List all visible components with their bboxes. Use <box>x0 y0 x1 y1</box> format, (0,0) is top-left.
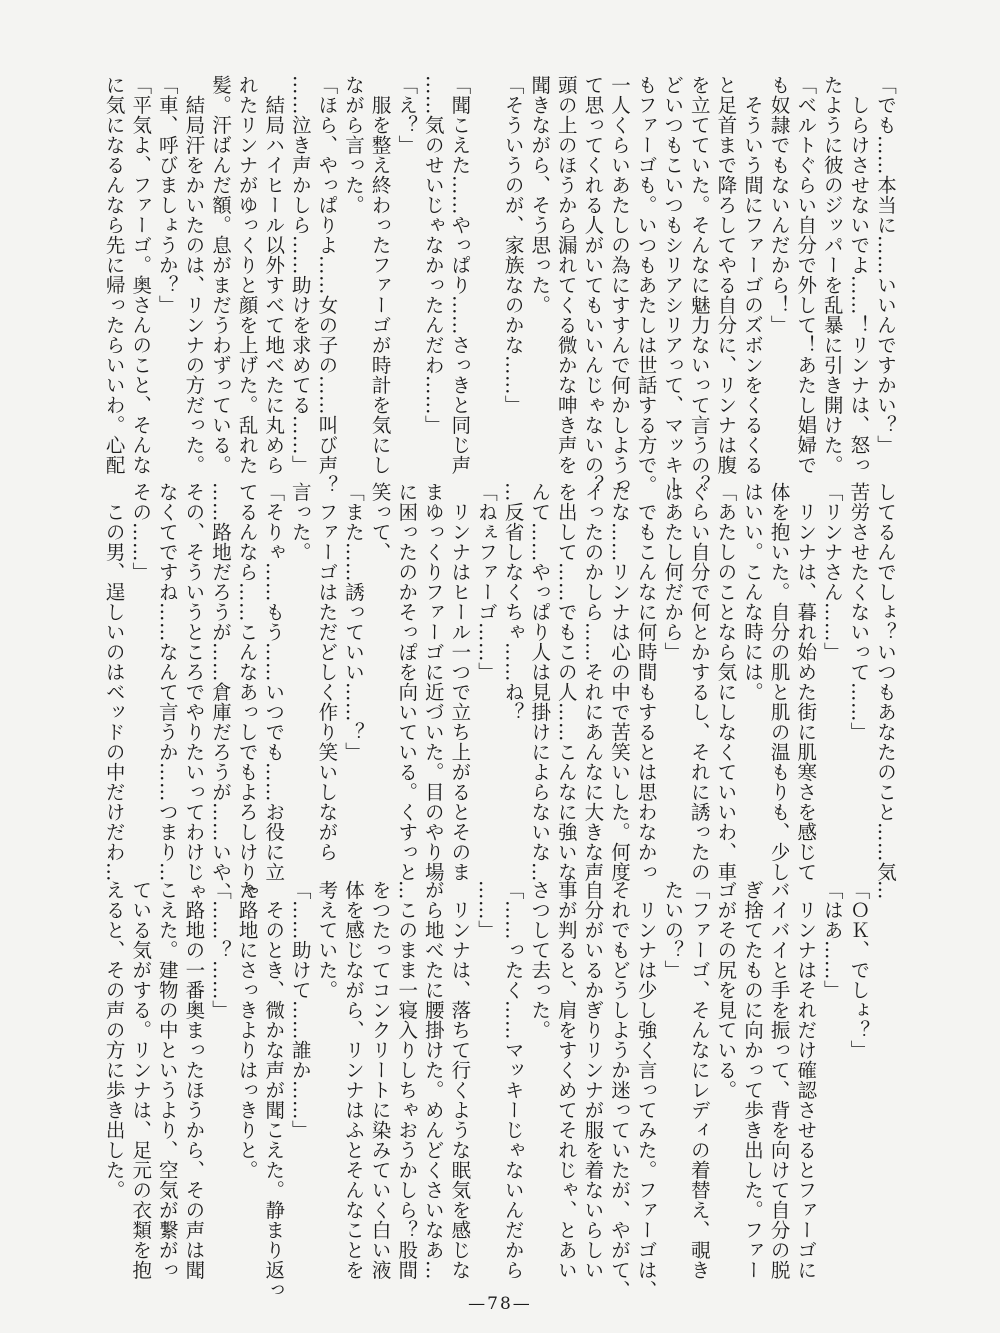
text-line: 「……？……」 <box>209 880 232 1020</box>
middle-row <box>0 482 1000 902</box>
text-line: ぐらい自分で何とかするし、それに誘ったの <box>687 482 711 882</box>
text-line: その、そういうところでやりたいってわけじゃ <box>182 482 206 902</box>
text-line: バイバイと手を振って、背を向けて自分の脱 <box>767 880 791 1280</box>
text-line: んて……やっぱり人は見掛けによらないな… <box>528 482 552 882</box>
text-line: に気になるんなら先に帰ったらいいわ。心配 <box>102 75 126 475</box>
text-line: 言った。 <box>288 482 312 562</box>
text-line: 「ＯＫ、でしょ？」 <box>847 880 871 1060</box>
text-line: を立てていた。そんなに魅力ないって言うの？ <box>687 75 711 495</box>
text-line: 「はあ……」 <box>820 880 844 1000</box>
upper-row <box>0 75 1000 495</box>
text-line: まゆっくりファーゴに近づいた。目のやり場 <box>421 482 445 882</box>
text-line: そのとき、微かな声が聞こえた。静まり返っ <box>262 880 286 1300</box>
text-line: 自分がいるかぎりリンナが服を着ないらしい <box>581 880 605 1280</box>
text-line: 髪。汗ばんだ額。息がまだうわずっている。 <box>209 75 232 475</box>
text-line: それでもどうしようか迷っていたが、やがて、 <box>608 880 631 1300</box>
text-line: その……」 <box>129 482 153 582</box>
text-line: 「そういうのが、家族なのかな……」 <box>501 75 525 415</box>
text-line: さつして去った。 <box>528 880 552 1040</box>
text-line: れたリンナがゆっくりと顔を上げた。乱れた <box>235 75 259 475</box>
text-line: ……」 <box>475 880 498 940</box>
text-line: イったのかしら……それにあんなに大きな声 <box>581 482 605 882</box>
text-line: 「聞こえた……やっぱり……さっきと同じ声 <box>448 75 472 475</box>
text-line: 路地の一番奥まったほうから、その声は聞 <box>182 880 206 1280</box>
text-line: 体を感じながら、リンナはふとそんなことを <box>342 880 365 1280</box>
text-line: も奴隷でもないんだから！」 <box>767 75 791 335</box>
text-line: 「また……誘っていい……？」 <box>342 482 365 762</box>
text-line: 「そりゃ……もう……いつでも……お役に立 <box>262 482 286 882</box>
text-line: そういう間にファーゴのズボンをくるくる <box>741 75 764 475</box>
text-line: 「でも……本当に……いいんですかい？」 <box>874 75 897 455</box>
text-line: と足首まで降ろしてやる自分に、リンナは腹 <box>714 75 738 475</box>
text-line: てるんなら……こんなあっしでもよろしけりゃ <box>235 482 259 902</box>
text-line: 頭の上のほうから漏れてくる微かな呻き声を <box>554 75 578 475</box>
text-line: …反省しなくちゃ……ね？ <box>501 482 525 722</box>
text-line: ファーゴはただどしく作り笑いしながら <box>315 482 339 862</box>
text-line: リンナはヒール一つで立ち上がるとそのま <box>448 482 472 882</box>
text-line: なくてですね……なんて言うか……つまり… <box>155 482 179 882</box>
text-line: 聞きながら、そう思った。 <box>528 75 552 315</box>
lower-row <box>0 880 1000 1300</box>
text-line: … <box>874 880 897 900</box>
text-line: …このまま一寝入りしちゃおうかしら？股間 <box>395 880 419 1280</box>
text-line: 結局汗をかいたのは、リンナの方だった。 <box>182 75 206 475</box>
text-line: リンナはそれだけ確認させるとファーゴに <box>794 880 818 1280</box>
text-line: をつたってコンクリートに染みていく白い液 <box>368 880 392 1280</box>
text-line: 結局ハイヒール以外すべて地べたに丸めら <box>262 75 286 475</box>
text-line: どいつもこいつもシリアシリアって、マッキー <box>661 75 685 495</box>
text-line: えると、その声の方に歩き出した。 <box>102 880 126 1200</box>
text-line: たな……リンナは心の中で苦笑いした。何度 <box>608 482 631 882</box>
text-line: もファーゴも。いつもあたしは世話する方で。 <box>634 75 658 495</box>
text-line: しらけさせないでよ……！リンナは、怒っ <box>847 75 871 475</box>
text-line: はあたし何だから」 <box>661 482 685 662</box>
text-line: 「ねぇファーゴ……」 <box>475 482 498 682</box>
text-line: この男、逞しいのはベッドの中だけだわ… <box>102 482 126 882</box>
text-line: ている気がする。リンナは、足元の衣類を抱 <box>129 880 153 1280</box>
text-line: はいい。こんな時には。 <box>741 482 764 702</box>
text-line: こえた。建物の中というより、空気が繋がっ <box>155 880 179 1280</box>
text-line: 「あたしのことなら気にしなくていいわ、車 <box>714 482 738 882</box>
text-line: でもこんなに何時間もするとは思わなかっ <box>634 482 658 882</box>
text-line: がら地べたに腰掛けた。めんどくさいなあ… <box>421 880 445 1280</box>
text-line: を出して……でもこの人……こんなに強いな <box>554 482 578 882</box>
text-line: 「平気よ、ファーゴ。奥さんのこと、そんな <box>129 75 153 475</box>
text-line: 「え？」 <box>395 75 419 155</box>
text-line: 「ほら、やっぱりよ……女の子の……叫び声？ <box>315 75 339 495</box>
text-line: 「ファーゴ、そんなにレディの着替え、覗き <box>687 880 711 1280</box>
text-line: ゴがその尻を見ている。 <box>714 880 738 1100</box>
text-line: 「……ったく……マッキーじゃないんだから <box>501 880 525 1280</box>
text-line: 苦労させたくないって……」 <box>847 482 871 742</box>
text-line: 事が判ると、肩をすくめてそれじゃ、とあい <box>554 880 578 1280</box>
text-line: たいの？」 <box>661 880 685 980</box>
text-line: て思ってくれる人がいてもいいんじゃないの？ <box>581 75 605 495</box>
text-line: リンナは、暮れ始めた街に肌寒さを感じて <box>794 482 818 882</box>
text-line: 笑って、 <box>368 482 392 562</box>
text-line: ぎ捨てたものに向かって歩き出した。ファー <box>741 880 764 1280</box>
text-line: してるんでしょ？いつもあなたのこと……気 <box>874 482 897 882</box>
text-line: 服を整え終わったファーゴが時計を気にし <box>368 75 392 475</box>
text-line: に困ったのかそっぽを向いている。くすっと <box>395 482 419 882</box>
text-line: ……泣き声かしら……助けを求めてる……」 <box>288 75 312 475</box>
text-line: たように彼のジッパーを乱暴に引き開けた。 <box>820 75 844 475</box>
text-line: 「ベルトぐらい自分で外して！あたし娼婦で <box>794 75 818 475</box>
text-line: 一人くらいあたしの為にすすんで何かしようっ <box>608 75 631 495</box>
text-line: 考えていた。 <box>315 880 339 1000</box>
text-line: た路地にさっきよりはっきりと。 <box>235 880 259 1180</box>
text-line: ……気のせいじゃなかったんだわ……」 <box>421 75 445 435</box>
text-line: 体を抱いた。自分の肌と肌の温もりも、少し <box>767 482 791 882</box>
text-line: 「……助けて……誰か……」 <box>288 880 312 1140</box>
text-line: ながら言った。 <box>342 75 365 215</box>
text-line: ……路地だろうが……倉庫だろうが……いや、 <box>209 482 232 902</box>
text-line: リンナは、落ちて行くような眠気を感じな <box>448 880 472 1280</box>
text-line: リンナは少し強く言ってみた。ファーゴは、 <box>634 880 658 1300</box>
page-number: —78— <box>468 1294 532 1314</box>
text-line <box>471 75 501 465</box>
text-line: 「車、呼びましょうか？」 <box>155 75 179 315</box>
text-line: 「リンナさん……」 <box>820 482 844 662</box>
